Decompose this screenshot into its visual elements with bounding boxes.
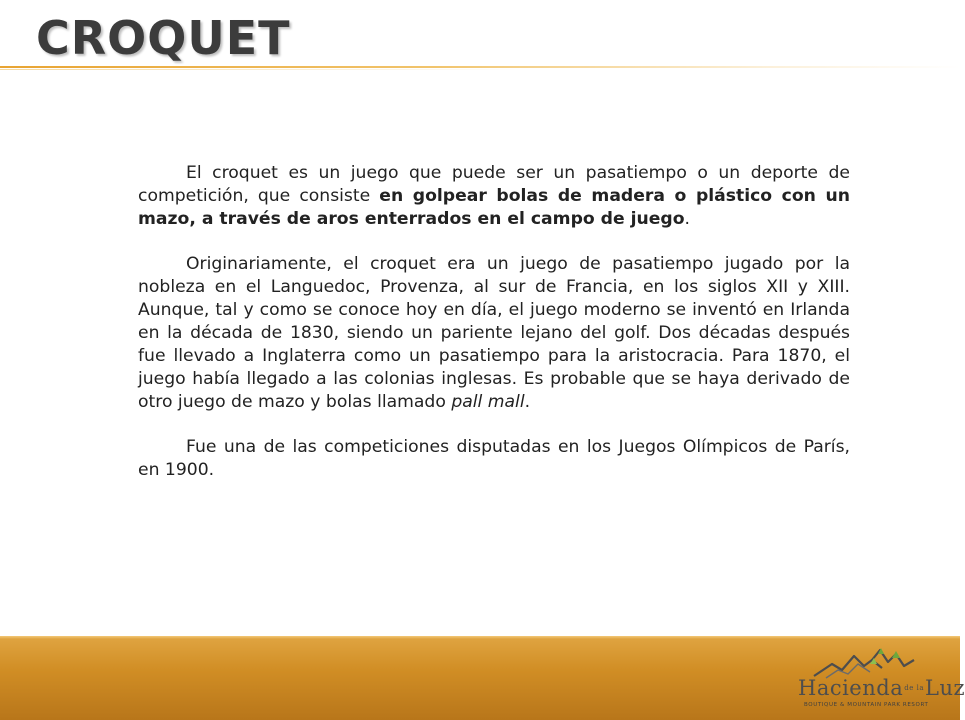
- slide-body: [138, 162, 850, 504]
- logo-name-part1: Hacienda: [798, 676, 904, 700]
- paragraph-1-run-1: El croquet es un juego que puede ser un pasatiempo o un deporte de competición, que consiste: [138, 163, 850, 206]
- slide-title: CROQUET: [36, 11, 291, 65]
- paragraph-1-run-2-bold: en golpear bolas de madera o plástico con un mazo, a través de aros enterrados en el campo de juego: [138, 186, 850, 229]
- paragraph-2: [138, 253, 850, 414]
- logo-name-part2: de la: [904, 684, 924, 692]
- paragraph-3: [138, 436, 850, 482]
- hacienda-logo: [792, 646, 965, 716]
- paragraph-1-run-3: .: [684, 209, 690, 229]
- paragraph-3-run-1: Fue una de las competiciones disputadas en los Juegos Olímpicos de París, en 1900.: [138, 437, 850, 480]
- paragraph-2-run-2-italic: pall mall: [451, 392, 525, 412]
- footer-band: [0, 636, 965, 720]
- paragraph-1: [138, 162, 850, 231]
- footer-highlight: [0, 636, 960, 639]
- logo-name-part3: Luz: [925, 676, 965, 700]
- logo-name: [798, 676, 965, 700]
- paragraph-2-run-3: .: [524, 392, 531, 412]
- paragraph-2-run-1: Originariamente, el croquet era un juego de pasatiempo jugado por la nobleza en el Languedoc, Provenza, al sur de Francia, en los siglos XII y XIII. Aunque, tal y como se conoce hoy en día, el juego moderno se inventó en Irlanda en la década de 1830, siendo un pariente lejano del golf. Dos décadas después fue llevado a Inglaterra como un pasatiempo para la aristocracia. Para 1870, el juego había llegado a las colonias inglesas. Es probable que se haya derivado de otro juego de mazo y bolas llamado: [138, 254, 850, 412]
- title-underline-secondary: [0, 69, 520, 70]
- logo-tagline: BOUTIQUE & MOUNTAIN PARK RESORT: [804, 702, 929, 708]
- title-underline: [0, 66, 960, 68]
